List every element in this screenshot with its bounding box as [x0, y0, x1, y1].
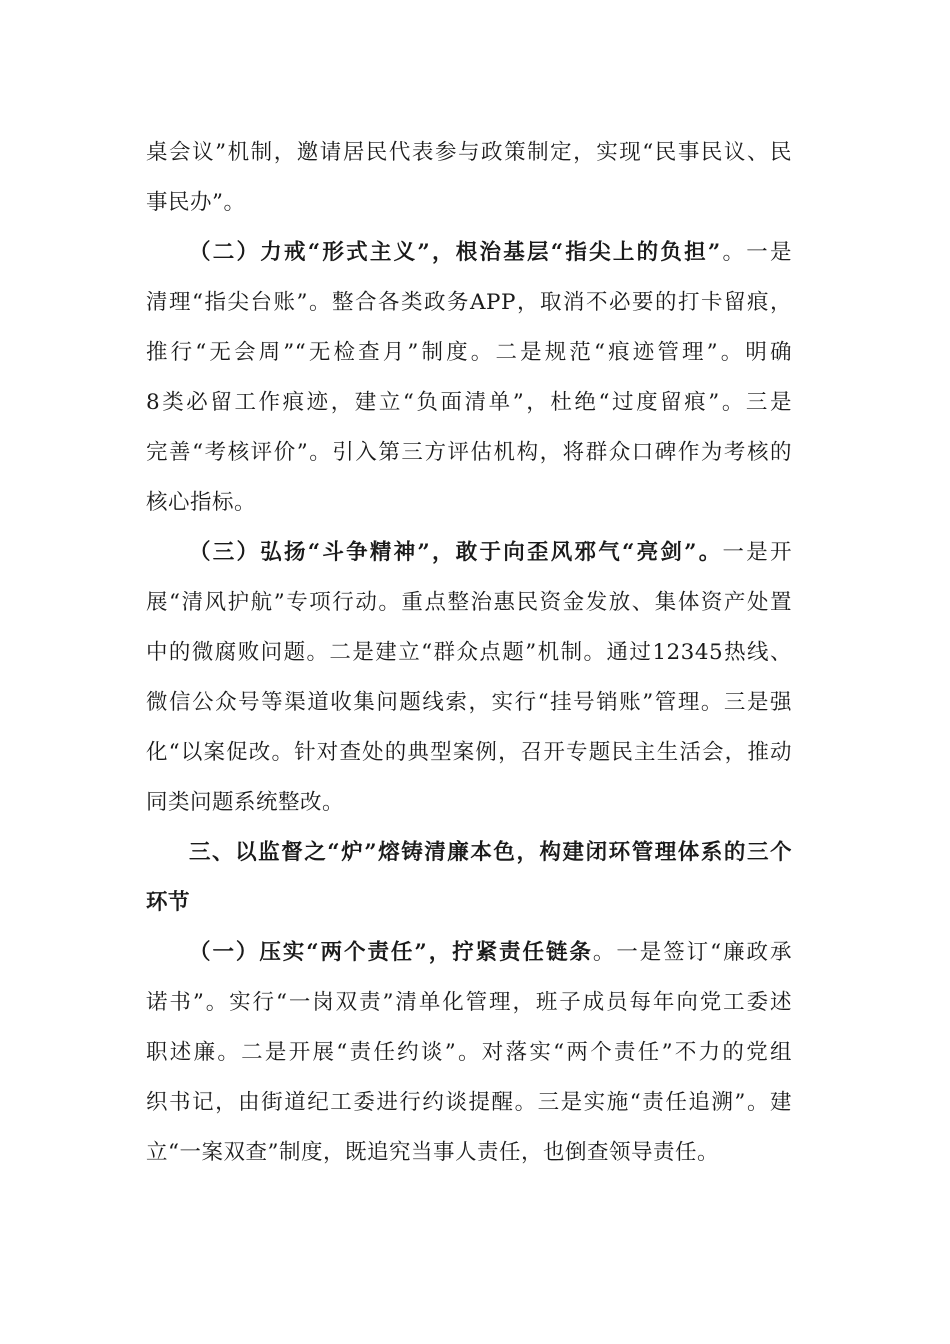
text-line — [146, 528, 792, 578]
text-line: 诺书”。实行“一岗双责”清单化管理，班子成员每年向党工委述 — [146, 990, 792, 1015]
text-line: 核心指标。 — [146, 490, 257, 515]
text-line: 化“以案促改。针对查处的典型案例，召开专题民主生活会，推动 — [146, 740, 792, 765]
section-heading-4: （一）压实“两个责任”，拧紧责任链条 — [189, 940, 593, 965]
text-line: 同类问题系统整改。 — [146, 790, 345, 815]
chapter-heading-line: 三、以监督之“炉”熔铸清廉本色，构建闭环管理体系的三个 — [189, 840, 792, 865]
chapter-heading — [146, 828, 792, 928]
section-heading-3: （三）弘扬“斗争精神”，敢于向歪风邪气“亮剑”。 — [189, 540, 723, 565]
text-line: 立“一案双查”制度，既追究当事人责任，也倒查领导责任。 — [146, 1140, 719, 1165]
text-line: 展“清风护航”专项行动。重点整治惠民资金发放、集体资产处置 — [146, 590, 792, 615]
text-line: 中的微腐败问题。二是建立“群众点题”机制。通过12345热线、 — [146, 640, 792, 665]
text-run: 。一是签订“廉政承 — [592, 940, 792, 965]
chapter-heading-line: 环节 — [146, 890, 191, 915]
text-run: 一是开 — [722, 540, 792, 565]
text-line: 织书记，由街道纪工委进行约谈提醒。三是实施“责任追溯”。建 — [146, 1090, 792, 1115]
text-line — [146, 228, 792, 278]
section-heading-2: （二）力戒“形式主义”，根治基层“指尖上的负担” — [189, 240, 721, 265]
text-line: 微信公众号等渠道收集问题线索，实行“挂号销账”管理。三是强 — [146, 690, 792, 715]
text-line: 职述廉。二是开展“责任约谈”。对落实“两个责任”不力的党组 — [146, 1040, 792, 1065]
paragraph-1 — [146, 128, 792, 228]
text-line: 桌会议”机制，邀请居民代表参与政策制定，实现“民事民议、民 — [146, 140, 792, 165]
text-line: 8类必留工作痕迹，建立“负面清单”，杜绝“过度留痕”。三是 — [146, 390, 792, 415]
paragraph-2 — [146, 228, 792, 528]
paragraph-4 — [146, 928, 792, 1178]
text-line — [146, 928, 792, 978]
text-line: 事民办”。 — [146, 190, 246, 215]
paragraph-3 — [146, 528, 792, 828]
document-page — [146, 128, 792, 1178]
text-run: 。一是 — [720, 240, 792, 265]
text-line: 推行“无会周”“无检查月”制度。二是规范“痕迹管理”。明确 — [146, 340, 792, 365]
text-line: 完善“考核评价”。引入第三方评估机构，将群众口碑作为考核的 — [146, 440, 792, 465]
text-line: 清理“指尖台账”。整合各类政务APP，取消不必要的打卡留痕， — [146, 290, 792, 315]
